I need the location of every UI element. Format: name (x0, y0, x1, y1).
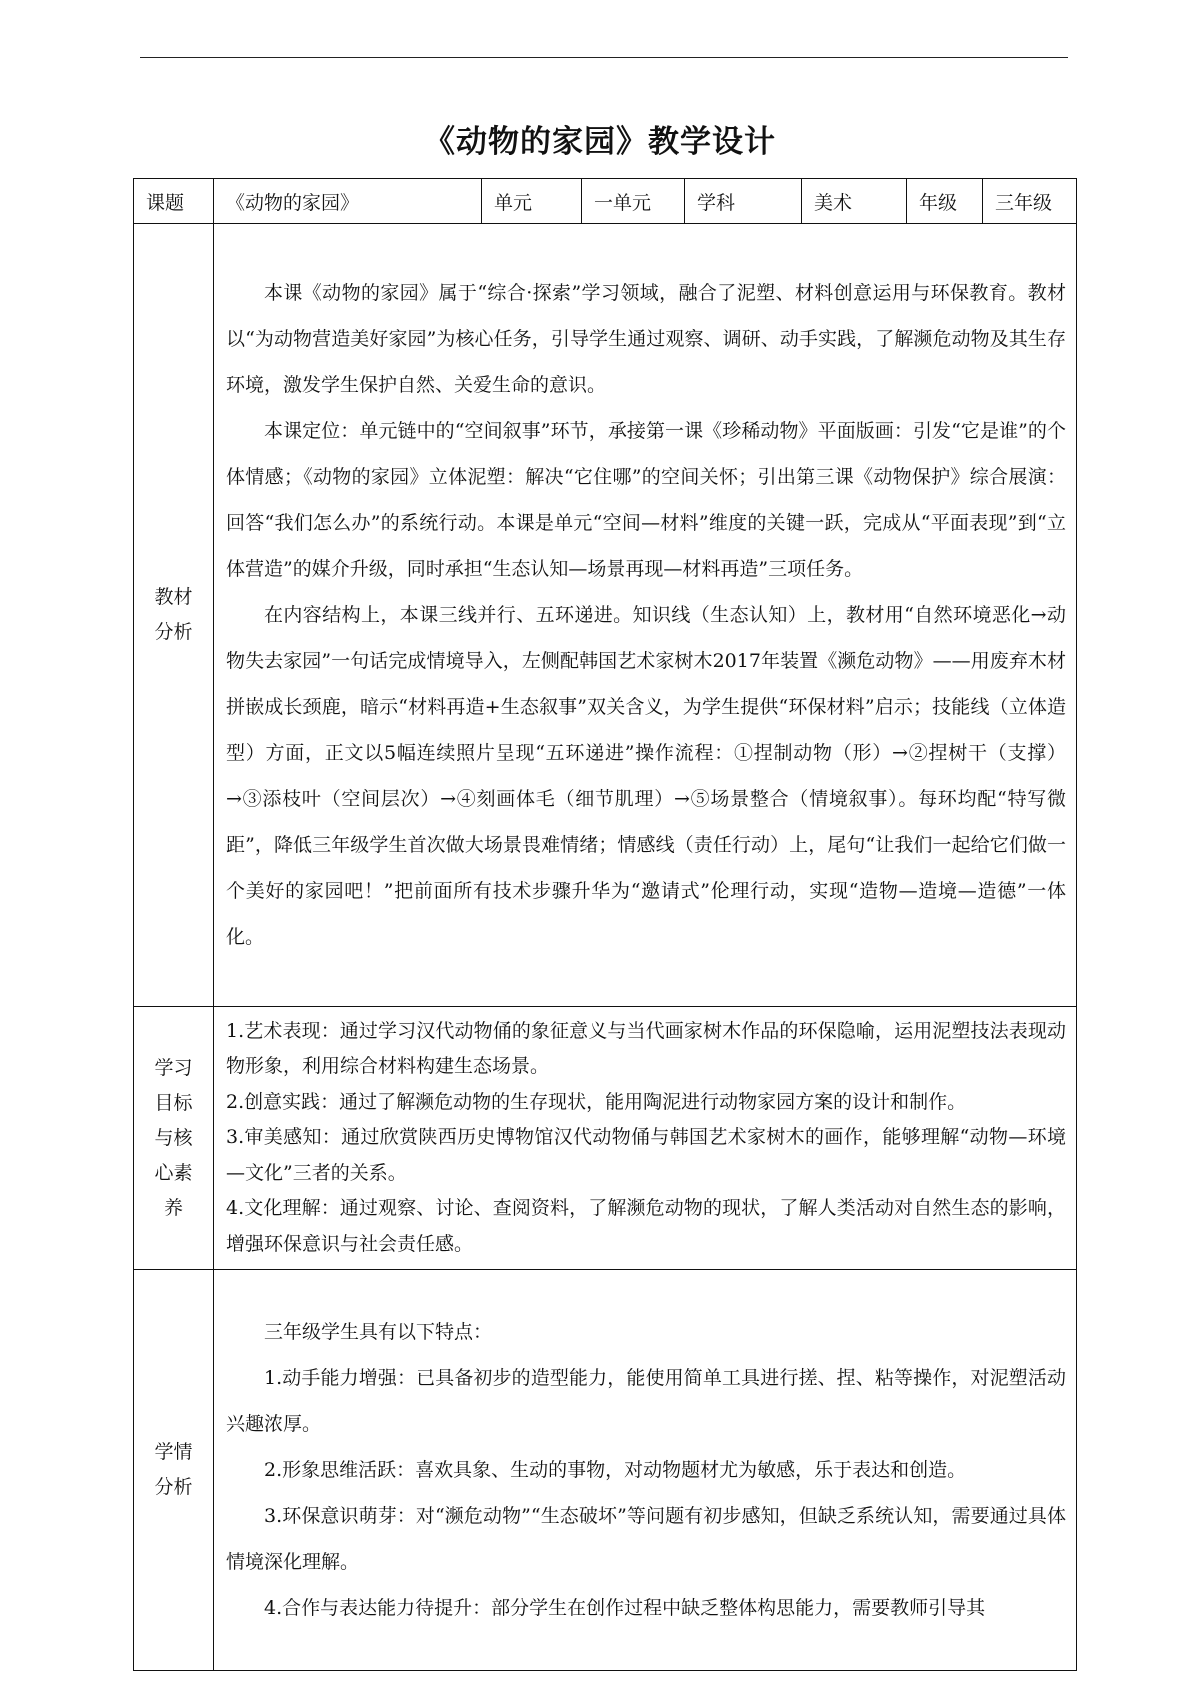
student-paragraph: 2.形象思维活跃：喜欢具象、生动的事物，对动物题材尤为敏感，乐于表达和创造。 (264, 1459, 967, 1481)
student-analysis-label: 学情 分析 (134, 1270, 214, 1671)
topic-value: 《动物的家园》 (214, 179, 482, 224)
material-analysis-label: 教材 分析 (134, 224, 214, 1007)
learning-objectives-content (214, 1007, 1077, 1270)
student-paragraph: 三年级学生具有以下特点： (264, 1321, 493, 1343)
material-paragraph: 本课《动物的家园》属于“综合·探索”学习领域，融合了泥塑、材料创意运用与环保教育。教材以“为动物营造美好家园”为核心任务，引导学生通过观察、调研、动手实践，了解濒危动物及其生存环境，激发学生保护自然、关爱生命的意识。 (226, 282, 1066, 396)
learning-objectives-row (134, 1007, 1077, 1270)
material-paragraph: 在内容结构上，本课三线并行、五环递进。知识线（生态认知）上，教材用“自然环境恶化→动物失去家园”一句话完成情境导入，左侧配韩国艺术家树木2017年装置《濒危动物》——用废弃木材拼嵌成长颈鹿，暗示“材料再造+生态叙事”双关含义，为学生提供“环保材料”启示；技能线（立体造型）方面，正文以5幅连续照片呈现“五环递进”操作流程：①捏制动物（形）→②捏树干（支撑）→③添枝叶（空间层次）→④刻画体毛（细节肌理）→⑤场景整合（情境叙事）。每环均配“特写微距”，降低三年级学生首次做大场景畏难情绪；情感线（责任行动）上，尾句“让我们一起给它们做一个美好的家园吧！”把前面所有技术步骤升华为“邀请式”伦理行动，实现“造物—造境—造德”一体化。 (226, 604, 1066, 948)
student-paragraph: 3.环保意识萌芽：对“濒危动物”“生态破坏”等问题有初步感知，但缺乏系统认知，需要通过具体情境深化理解。 (226, 1505, 1066, 1573)
grade-value: 三年级 (983, 179, 1077, 224)
student-analysis-row (134, 1270, 1077, 1671)
objective-item: 2.创意实践：通过了解濒危动物的生存现状，能用陶泥进行动物家园方案的设计和制作。 (226, 1090, 967, 1113)
objective-item: 4.文化理解：通过观察、讨论、查阅资料，了解濒危动物的现状，了解人类活动对自然生态的影响，增强环保意识与社会责任感。 (226, 1197, 1066, 1255)
header-row (134, 179, 1077, 224)
student-analysis-content (214, 1270, 1077, 1671)
objective-item: 1.艺术表现：通过学习汉代动物俑的象征意义与当代画家树木作品的环保隐喻，运用泥塑技法表现动物形象，利用综合材料构建生态场景。 (226, 1019, 1066, 1078)
unit-label: 单元 (482, 179, 582, 224)
lesson-plan-table (133, 178, 1077, 1671)
subject-label: 学科 (685, 179, 802, 224)
header-rule (140, 57, 1068, 58)
material-analysis-content (214, 224, 1077, 1007)
document-title: 《动物的家园》教学设计 (424, 124, 776, 160)
grade-label: 年级 (907, 179, 983, 224)
topic-label: 课题 (134, 179, 214, 224)
student-paragraph: 1.动手能力增强：已具备初步的造型能力，能使用简单工具进行搓、捏、粘等操作，对泥塑活动兴趣浓厚。 (226, 1367, 1066, 1435)
student-paragraph: 4.合作与表达能力待提升：部分学生在创作过程中缺乏整体构思能力，需要教师引导其 (264, 1597, 986, 1619)
material-paragraph: 本课定位：单元链中的“空间叙事”环节，承接第一课《珍稀动物》平面版画：引发“它是谁”的个体情感；《动物的家园》立体泥塑：解决“它住哪”的空间关怀；引出第三课《动物保护》综合展演：回答“我们怎么办”的系统行动。本课是单元“空间—材料”维度的关键一跃，完成从“平面表现”到“立体营造”的媒介升级，同时承担“生态认知—场景再现—材料再造”三项任务。 (226, 420, 1066, 580)
objective-item: 3.审美感知：通过欣赏陕西历史博物馆汉代动物俑与韩国艺术家树木的画作，能够理解“动物—环境—文化”三者的关系。 (226, 1126, 1066, 1184)
unit-value: 一单元 (582, 179, 685, 224)
learning-objectives-label: 学习 目标 与核 心素 养 (134, 1007, 214, 1270)
subject-value: 美术 (802, 179, 907, 224)
material-analysis-row (134, 224, 1077, 1007)
